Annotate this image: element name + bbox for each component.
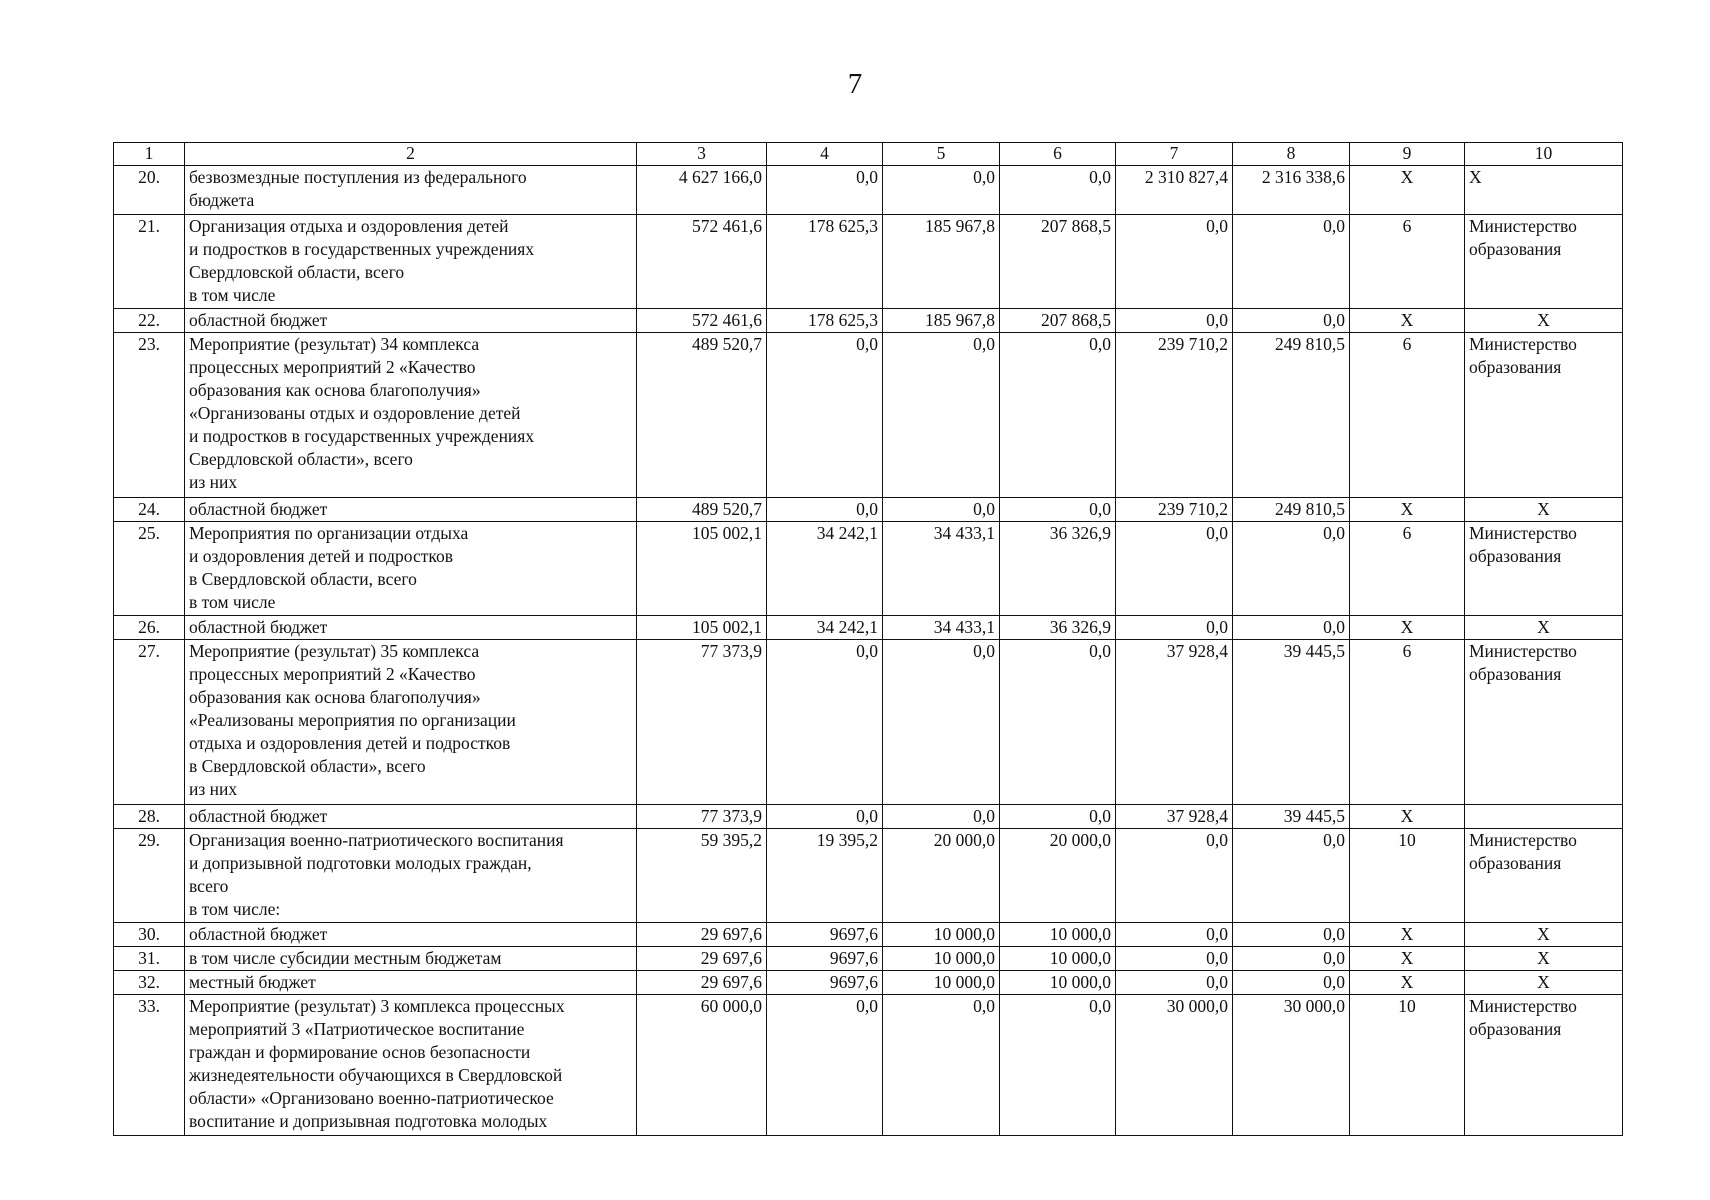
cell-year-3: 10 000,0 bbox=[1000, 947, 1116, 971]
cell-year-5: 0,0 bbox=[1233, 923, 1350, 947]
row-number: 26. bbox=[114, 616, 185, 640]
cell-year-2: 0,0 bbox=[883, 333, 1000, 498]
cell-target-ref: X bbox=[1350, 947, 1465, 971]
cell-year-1: 178 625,3 bbox=[767, 215, 883, 309]
cell-year-2: 0,0 bbox=[883, 166, 1000, 215]
table-row bbox=[114, 805, 1623, 829]
row-number: 22. bbox=[114, 309, 185, 333]
cell-year-2: 34 433,1 bbox=[883, 522, 1000, 616]
cell-year-1: 0,0 bbox=[767, 805, 883, 829]
cell-target-ref: X bbox=[1350, 166, 1465, 215]
cell-year-2: 185 967,8 bbox=[883, 215, 1000, 309]
cell-target-ref: X bbox=[1350, 309, 1465, 333]
cell-executor: Министерство образования bbox=[1465, 333, 1623, 498]
cell-target-ref: 6 bbox=[1350, 215, 1465, 309]
cell-total: 77 373,9 bbox=[637, 640, 767, 805]
column-header: 7 bbox=[1116, 143, 1233, 166]
cell-year-4: 239 710,2 bbox=[1116, 498, 1233, 522]
cell-year-1: 0,0 bbox=[767, 995, 883, 1136]
cell-year-4: 0,0 bbox=[1116, 947, 1233, 971]
cell-year-3: 0,0 bbox=[1000, 333, 1116, 498]
table-row bbox=[114, 947, 1623, 971]
cell-year-4: 2 310 827,4 bbox=[1116, 166, 1233, 215]
cell-executor: Министерство образования bbox=[1465, 522, 1623, 616]
table-body bbox=[114, 166, 1623, 1136]
cell-year-1: 9697,6 bbox=[767, 971, 883, 995]
budget-table bbox=[113, 142, 1623, 1136]
table-row bbox=[114, 333, 1623, 498]
table-row bbox=[114, 923, 1623, 947]
cell-year-5: 0,0 bbox=[1233, 616, 1350, 640]
cell-executor: X bbox=[1465, 166, 1623, 215]
cell-year-1: 0,0 bbox=[767, 640, 883, 805]
cell-year-1: 0,0 bbox=[767, 166, 883, 215]
cell-year-5: 249 810,5 bbox=[1233, 498, 1350, 522]
cell-total: 105 002,1 bbox=[637, 522, 767, 616]
row-name: Мероприятия по организации отдыха и оздоровления детей и подростков в Свердловской области, всего в том числе bbox=[185, 522, 637, 616]
cell-year-3: 10 000,0 bbox=[1000, 971, 1116, 995]
table-row bbox=[114, 522, 1623, 616]
column-header: 6 bbox=[1000, 143, 1116, 166]
cell-year-4: 0,0 bbox=[1116, 829, 1233, 923]
row-name: Мероприятие (результат) 3 комплекса процессных мероприятий 3 «Патриотическое воспитание граждан и формирование основ безопасности жизнедеятельности обучающихся в Свердловской области» «Организовано военно-патриотическое воспитание и допризывная подготовка молодых bbox=[185, 995, 637, 1136]
row-name: областной бюджет bbox=[185, 805, 637, 829]
cell-year-4: 0,0 bbox=[1116, 215, 1233, 309]
table-row bbox=[114, 995, 1623, 1136]
cell-year-2: 0,0 bbox=[883, 640, 1000, 805]
cell-executor: X bbox=[1465, 971, 1623, 995]
cell-year-1: 9697,6 bbox=[767, 923, 883, 947]
cell-year-2: 10 000,0 bbox=[883, 947, 1000, 971]
row-number: 33. bbox=[114, 995, 185, 1136]
cell-year-1: 0,0 bbox=[767, 498, 883, 522]
cell-total: 29 697,6 bbox=[637, 947, 767, 971]
row-number: 32. bbox=[114, 971, 185, 995]
row-name: областной бюджет bbox=[185, 616, 637, 640]
column-header: 5 bbox=[883, 143, 1000, 166]
cell-year-2: 0,0 bbox=[883, 995, 1000, 1136]
cell-year-2: 10 000,0 bbox=[883, 923, 1000, 947]
row-number: 27. bbox=[114, 640, 185, 805]
cell-total: 59 395,2 bbox=[637, 829, 767, 923]
cell-year-3: 20 000,0 bbox=[1000, 829, 1116, 923]
cell-total: 77 373,9 bbox=[637, 805, 767, 829]
column-header: 8 bbox=[1233, 143, 1350, 166]
cell-executor bbox=[1465, 805, 1623, 829]
cell-total: 489 520,7 bbox=[637, 498, 767, 522]
cell-year-5: 0,0 bbox=[1233, 522, 1350, 616]
cell-year-5: 249 810,5 bbox=[1233, 333, 1350, 498]
row-number: 29. bbox=[114, 829, 185, 923]
cell-executor: Министерство образования bbox=[1465, 829, 1623, 923]
cell-target-ref: X bbox=[1350, 971, 1465, 995]
row-name: Мероприятие (результат) 34 комплекса процессных мероприятий 2 «Качество образования как основа благополучия» «Организованы отдых и оздоровление детей и подростков в государственных учреждениях Свердловской области», всего из них bbox=[185, 333, 637, 498]
cell-total: 105 002,1 bbox=[637, 616, 767, 640]
table-row bbox=[114, 971, 1623, 995]
cell-executor: X bbox=[1465, 923, 1623, 947]
row-name: областной бюджет bbox=[185, 923, 637, 947]
row-number: 21. bbox=[114, 215, 185, 309]
cell-total: 29 697,6 bbox=[637, 971, 767, 995]
cell-year-5: 0,0 bbox=[1233, 309, 1350, 333]
row-number: 20. bbox=[114, 166, 185, 215]
table-row bbox=[114, 640, 1623, 805]
row-number: 30. bbox=[114, 923, 185, 947]
cell-year-1: 34 242,1 bbox=[767, 522, 883, 616]
cell-year-5: 39 445,5 bbox=[1233, 640, 1350, 805]
cell-target-ref: X bbox=[1350, 805, 1465, 829]
cell-year-5: 30 000,0 bbox=[1233, 995, 1350, 1136]
cell-target-ref: X bbox=[1350, 923, 1465, 947]
cell-year-4: 239 710,2 bbox=[1116, 333, 1233, 498]
cell-year-3: 0,0 bbox=[1000, 640, 1116, 805]
cell-executor: Министерство образования bbox=[1465, 640, 1623, 805]
row-name: местный бюджет bbox=[185, 971, 637, 995]
cell-executor: Министерство образования bbox=[1465, 995, 1623, 1136]
row-name: Организация военно-патриотического воспитания и допризывной подготовки молодых граждан, всего в том числе: bbox=[185, 829, 637, 923]
row-name: безвозмездные поступления из федерального бюджета bbox=[185, 166, 637, 215]
table-row bbox=[114, 309, 1623, 333]
cell-target-ref: 6 bbox=[1350, 333, 1465, 498]
column-header: 1 bbox=[114, 143, 185, 166]
cell-year-1: 178 625,3 bbox=[767, 309, 883, 333]
column-header: 3 bbox=[637, 143, 767, 166]
cell-year-5: 0,0 bbox=[1233, 971, 1350, 995]
cell-year-4: 37 928,4 bbox=[1116, 640, 1233, 805]
cell-target-ref: 6 bbox=[1350, 522, 1465, 616]
row-number: 24. bbox=[114, 498, 185, 522]
cell-executor: X bbox=[1465, 947, 1623, 971]
cell-year-3: 36 326,9 bbox=[1000, 616, 1116, 640]
cell-executor: X bbox=[1465, 616, 1623, 640]
cell-year-3: 207 868,5 bbox=[1000, 309, 1116, 333]
table-row bbox=[114, 215, 1623, 309]
cell-year-4: 37 928,4 bbox=[1116, 805, 1233, 829]
cell-year-2: 10 000,0 bbox=[883, 971, 1000, 995]
cell-year-4: 0,0 bbox=[1116, 971, 1233, 995]
cell-year-2: 0,0 bbox=[883, 805, 1000, 829]
row-number: 31. bbox=[114, 947, 185, 971]
table-row bbox=[114, 829, 1623, 923]
cell-year-3: 207 868,5 bbox=[1000, 215, 1116, 309]
cell-year-4: 0,0 bbox=[1116, 923, 1233, 947]
cell-year-5: 0,0 bbox=[1233, 947, 1350, 971]
cell-executor: X bbox=[1465, 498, 1623, 522]
column-header: 2 bbox=[185, 143, 637, 166]
cell-year-4: 30 000,0 bbox=[1116, 995, 1233, 1136]
cell-target-ref: X bbox=[1350, 616, 1465, 640]
cell-target-ref: 6 bbox=[1350, 640, 1465, 805]
cell-year-5: 0,0 bbox=[1233, 215, 1350, 309]
cell-total: 572 461,6 bbox=[637, 309, 767, 333]
cell-total: 489 520,7 bbox=[637, 333, 767, 498]
cell-year-1: 9697,6 bbox=[767, 947, 883, 971]
column-header: 10 bbox=[1465, 143, 1623, 166]
cell-year-1: 19 395,2 bbox=[767, 829, 883, 923]
cell-executor: X bbox=[1465, 309, 1623, 333]
cell-executor: Министерство образования bbox=[1465, 215, 1623, 309]
cell-year-2: 20 000,0 bbox=[883, 829, 1000, 923]
row-name: Организация отдыха и оздоровления детей и подростков в государственных учреждениях Свердловской области, всего в том числе bbox=[185, 215, 637, 309]
column-header: 4 bbox=[767, 143, 883, 166]
cell-total: 29 697,6 bbox=[637, 923, 767, 947]
cell-year-5: 39 445,5 bbox=[1233, 805, 1350, 829]
row-number: 25. bbox=[114, 522, 185, 616]
cell-total: 60 000,0 bbox=[637, 995, 767, 1136]
row-name: областной бюджет bbox=[185, 309, 637, 333]
cell-year-3: 0,0 bbox=[1000, 166, 1116, 215]
cell-year-3: 0,0 bbox=[1000, 995, 1116, 1136]
cell-year-5: 0,0 bbox=[1233, 829, 1350, 923]
table-row bbox=[114, 166, 1623, 215]
cell-year-1: 0,0 bbox=[767, 333, 883, 498]
table-row bbox=[114, 616, 1623, 640]
row-number: 23. bbox=[114, 333, 185, 498]
row-name: областной бюджет bbox=[185, 498, 637, 522]
table-row bbox=[114, 498, 1623, 522]
cell-year-3: 36 326,9 bbox=[1000, 522, 1116, 616]
cell-year-2: 0,0 bbox=[883, 498, 1000, 522]
cell-total: 572 461,6 bbox=[637, 215, 767, 309]
cell-year-3: 10 000,0 bbox=[1000, 923, 1116, 947]
cell-target-ref: 10 bbox=[1350, 829, 1465, 923]
row-number: 28. bbox=[114, 805, 185, 829]
cell-year-4: 0,0 bbox=[1116, 616, 1233, 640]
column-number-row bbox=[114, 143, 1623, 166]
row-name: Мероприятие (результат) 35 комплекса процессных мероприятий 2 «Качество образования как основа благополучия» «Реализованы мероприятия по организации отдыха и оздоровления детей и подростков в Свердловской области», всего из них bbox=[185, 640, 637, 805]
row-name: в том числе субсидии местным бюджетам bbox=[185, 947, 637, 971]
table-header bbox=[114, 143, 1623, 166]
cell-year-4: 0,0 bbox=[1116, 522, 1233, 616]
cell-year-4: 0,0 bbox=[1116, 309, 1233, 333]
cell-year-5: 2 316 338,6 bbox=[1233, 166, 1350, 215]
cell-year-2: 185 967,8 bbox=[883, 309, 1000, 333]
page-number: 7 bbox=[847, 68, 863, 100]
cell-total: 4 627 166,0 bbox=[637, 166, 767, 215]
column-header: 9 bbox=[1350, 143, 1465, 166]
cell-year-3: 0,0 bbox=[1000, 805, 1116, 829]
cell-year-3: 0,0 bbox=[1000, 498, 1116, 522]
cell-target-ref: 10 bbox=[1350, 995, 1465, 1136]
cell-year-1: 34 242,1 bbox=[767, 616, 883, 640]
cell-year-2: 34 433,1 bbox=[883, 616, 1000, 640]
cell-target-ref: X bbox=[1350, 498, 1465, 522]
